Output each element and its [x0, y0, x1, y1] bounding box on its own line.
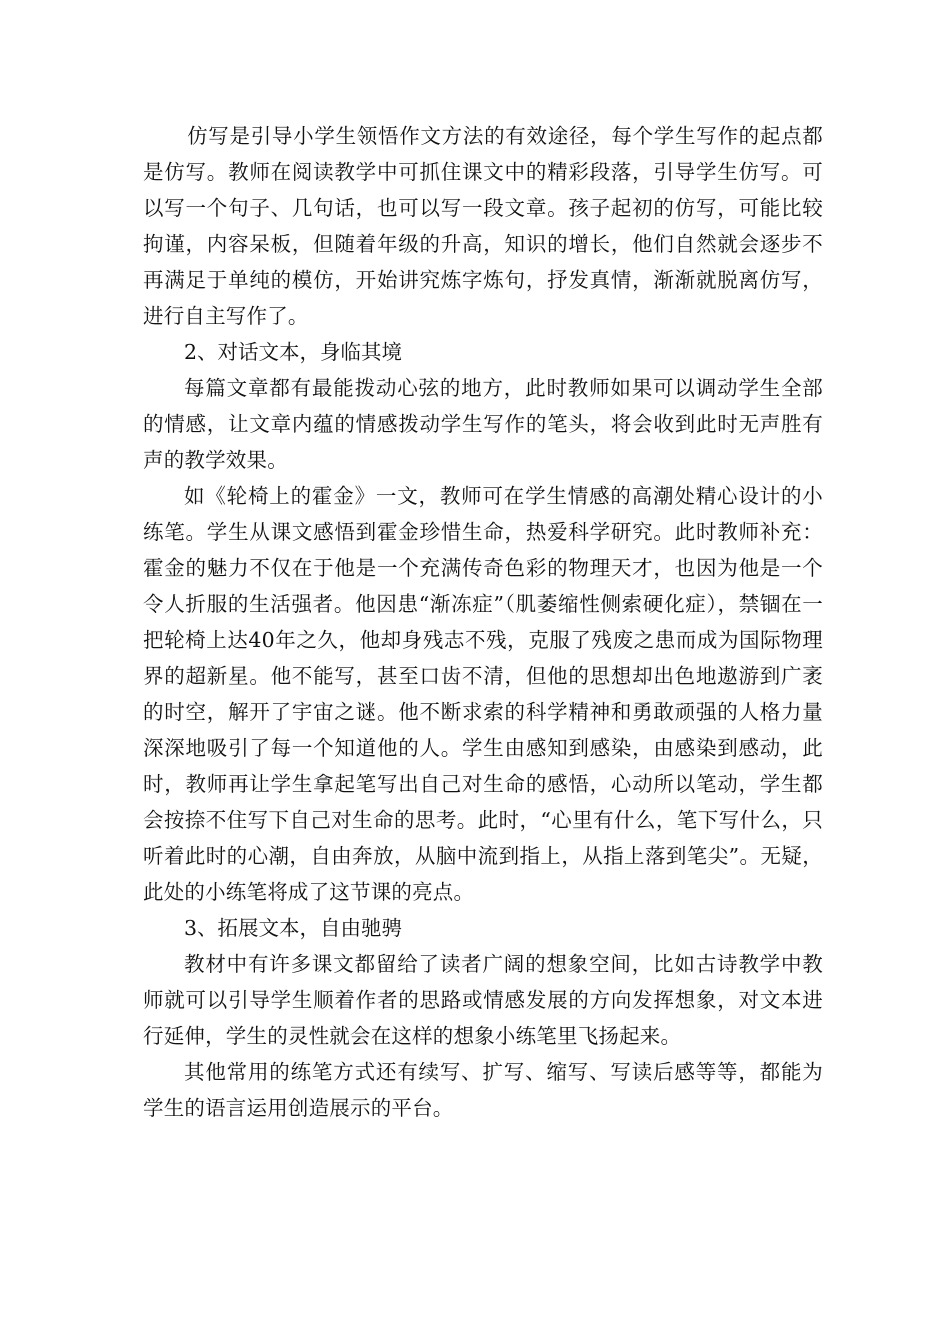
paragraph-hawking-example: 如《轮椅上的霍金》一文，教师可在学生情感的高潮处精心设计的小练笔。学生从课文感悟到霍金珍惜生命，热爱科学研究。此时教师补充：霍金的魅力不仅在于他是一个充满传奇色彩的物理天才，也因为他是一个令人折服的生活强者。他因患“渐冻症”（肌萎缩性侧索硬化症），禁锢在一把轮椅上达40年之久，他却身残志不残，克服了残废之患而成为国际物理界的超新星。他不能写，甚至口齿不清，但他的思想却出色地遨游到广袤的时空，解开了宇宙之谜。他不断求索的科学精神和勇敢顽强的人格力量深深地吸引了每一个知道他的人。学生由感知到感染，由感染到感动，此时，教师再让学生拿起笔写出自己对生命的感悟，心动所以笔动，学生都会按捺不住写下自己对生命的思考。此时，“心里有什么，笔下写什么，只听着此时的心潮，自由奔放，从脑中流到指上，从指上落到笔尖”。无疑，此处的小练笔将成了这节课的亮点。	[143, 484, 823, 904]
paragraph-emotion: 每篇文章都有最能拨动心弦的地方，此时教师如果可以调动学生全部的情感，让文章内蕴的情感拨动学生写作的笔头，将会收到此时无声胜有声的教学效果。	[143, 376, 823, 472]
paragraph-other-methods: 其他常用的练笔方式还有续写、扩写、缩写、写读后感等等，都能为学生的语言运用创造展示的平台。	[143, 1060, 823, 1120]
section-heading-dialogue: 2、对话文本，身临其境	[184, 340, 403, 364]
paragraph-imagination: 教材中有许多课文都留给了读者广阔的想象空间，比如古诗教学中教师就可以引导学生顺着作者的思路或情感发展的方向发挥想象，对文本进行延伸，学生的灵性就会在这样的想象小练笔里飞扬起来。	[143, 952, 823, 1048]
paragraph-imitation-writing: 仿写是引导小学生领悟作文方法的有效途径，每个学生写作的起点都是仿写。教师在阅读教学中可抓住课文中的精彩段落，引导学生仿写。可以写一个句子、几句话，也可以写一段文章。孩子起初的仿写，可能比较拘谨，内容呆板，但随着年级的升高，知识的增长，他们自然就会逐步不再满足于单纯的模仿，开始讲究炼字炼句，抒发真情，渐渐就脱离仿写，进行自主写作了。	[143, 124, 823, 328]
document-page	[143, 118, 823, 1126]
section-heading-extension: 3、拓展文本，自由驰骋	[184, 916, 403, 940]
